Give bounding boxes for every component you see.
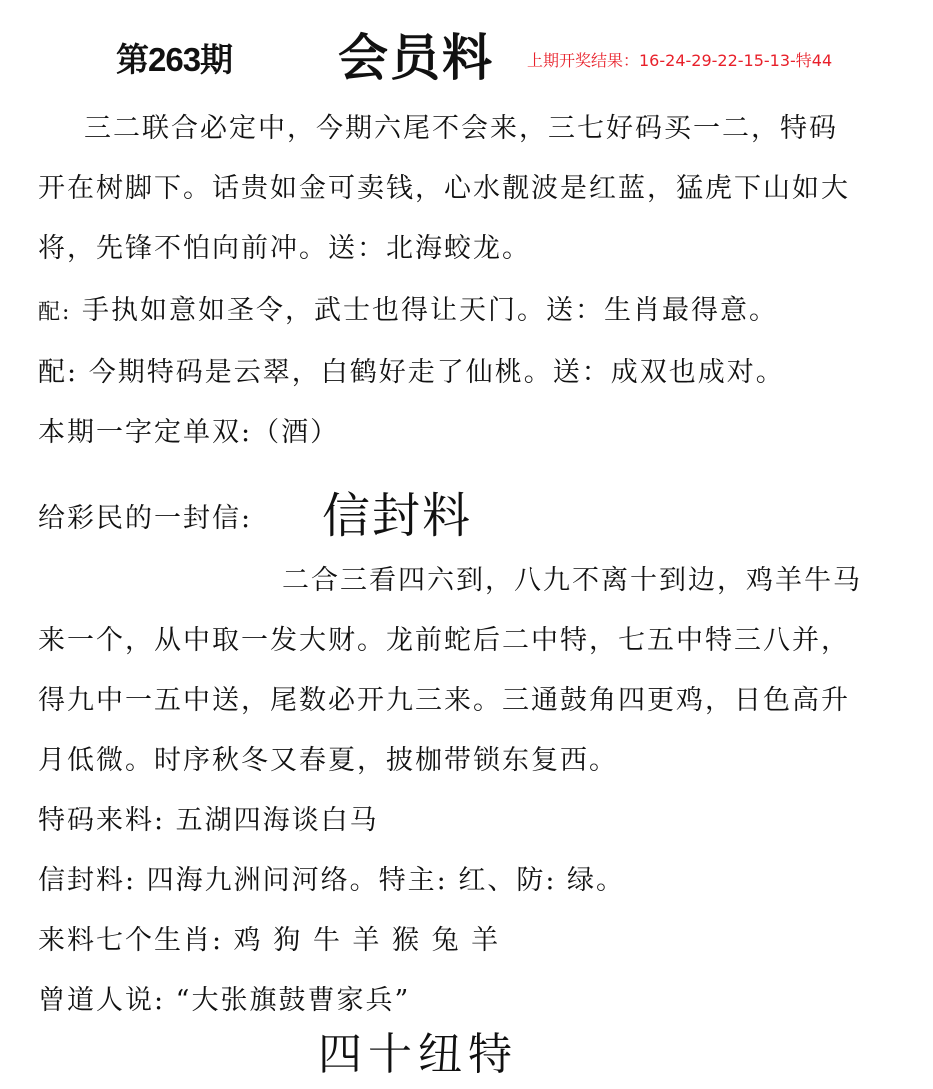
one-word-odd-even: 本期一字定单双:（酒） xyxy=(38,417,340,448)
poem-line-1: 三二联合必定中，今期六尾不会来，三七好码买一二，特码 xyxy=(84,113,838,144)
cao-says: 曾道人说: “大张旗鼓曹家兵” xyxy=(38,985,411,1016)
pei-line-2 xyxy=(38,350,785,389)
poem-line-3: 将，先锋不怕向前冲。送：北海蛟龙。 xyxy=(38,233,531,264)
last-draw-result: 上期开奖结果：16-24-29-22-15-13-特44 xyxy=(527,51,833,70)
letter-line-3: 得九中一五中送，尾数必开九三来。三通鼓角四更鸡，日色高升 xyxy=(38,685,850,716)
issue-number: 第263期 xyxy=(116,41,233,78)
handwritten-signature: 四十纽特 xyxy=(318,1029,518,1080)
letter-line-1: 二合三看四六到，八九不离十到边，鸡羊牛马 xyxy=(282,565,862,596)
special-source: 特码来料: 五湖四海谈白马 xyxy=(38,805,379,836)
pei-label-2: 配: xyxy=(38,357,79,388)
zodiac-line: 来料七个生肖: 鸡 狗 牛 羊 猴 兔 羊 xyxy=(38,925,501,956)
pei-label-1: 配: xyxy=(38,300,72,325)
poem-line-2: 开在树脚下。话贵如金可卖钱，心水靓波是红蓝，猛虎下山如大 xyxy=(38,173,850,204)
envelope-line: 信封料: 四海九洲问河络。特主: 红、防: 绿。 xyxy=(38,865,626,896)
envelope-title: 信封料 xyxy=(322,488,473,544)
page-title: 会员料 xyxy=(338,29,494,87)
letter-line-4: 月低微。时序秋冬又春夏，披枷带锁东复西。 xyxy=(38,745,618,776)
pei-text-2: 今期特码是云翠，白鹤好走了仙桃。送：成双也成对。 xyxy=(88,357,785,388)
letter-label: 给彩民的一封信: xyxy=(38,503,253,534)
letter-line-2: 来一个，从中取一发大财。龙前蛇后二中特，七五中特三八并， xyxy=(38,625,850,656)
pei-text-1: 手执如意如圣令，武士也得让天门。送：生肖最得意。 xyxy=(82,295,779,326)
pei-line-1 xyxy=(38,288,778,327)
